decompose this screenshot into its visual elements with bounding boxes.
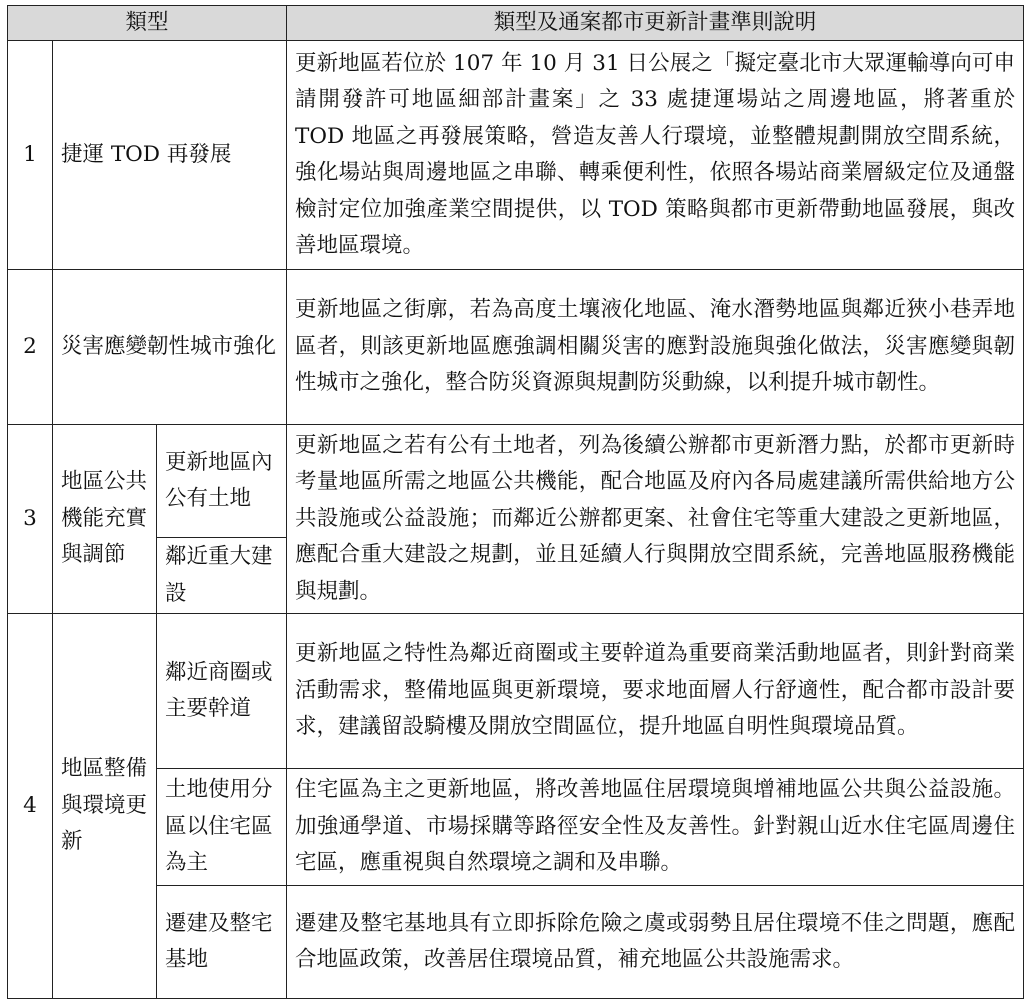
table-header-row xyxy=(8,6,1024,41)
table-subrow xyxy=(8,886,1024,999)
table-subrow xyxy=(8,769,1024,886)
header-description: 類型及通案都市更新計畫準則說明 xyxy=(287,6,1024,41)
type-name: 地區公共機能充實與調節 xyxy=(53,425,157,614)
row-number: 4 xyxy=(8,614,53,999)
guideline-table xyxy=(7,5,1024,999)
type-description: 更新地區之若有公有土地者，列為後續公辦都市更新潛力點，於都市更新時考量地區所需之地區公共機能，配合地區及府內各局處建議所需供給地方公共設施或公益設施；而鄰近公辦都更案、社會住宅等重大建設之更新地區，應配合重大建設之規劃，並且延續人行與開放空間系統，完善地區服務機能與規劃。 xyxy=(287,425,1024,614)
header-type: 類型 xyxy=(8,6,287,41)
subtype-label: 遷建及整宅基地 xyxy=(157,886,287,999)
type-description: 更新地區之街廓，若為高度土壤液化地區、淹水潛勢地區與鄰近狹小巷弄地區者，則該更新地區應強調相關災害的應對設施與強化做法，災害應變與韌性城市之強化，整合防災資源與規劃防災動線，以利提升城市韌性。 xyxy=(287,270,1024,425)
subtype-label: 鄰近商圈或主要幹道 xyxy=(157,614,287,769)
subtype-label: 土地使用分區以住宅區為主 xyxy=(157,769,287,886)
type-description: 更新地區若位於 107 年 10 月 31 日公展之「擬定臺北市大眾運輸導向可申請開發許可地區細部計畫案」之 33 處捷運場站之周邊地區，將著重於 TOD 地區之再發展策略，營造友善人行環境，並整體規劃開放空間系統，強化場站與周邊地區之串聯、轉乘便利性，依照各場站商業層級定位及通盤檢討定位加強產業空間提供，以 TOD 策略與都市更新帶動地區發展，與改善地區環境。 xyxy=(287,41,1024,270)
subtype-description: 住宅區為主之更新地區，將改善地區住居環境與增補地區公共與公益設施。加強通學道、市場採購等路徑安全性及友善性。針對親山近水住宅區周邊住宅區，應重視與自然環境之調和及串聯。 xyxy=(287,769,1024,886)
subtype-label: 鄰近重大建設 xyxy=(157,538,287,614)
row-number: 1 xyxy=(8,41,53,270)
subtype-description: 遷建及整宅基地具有立即拆除危險之虞或弱勢且居住環境不佳之問題，應配合地區政策，改善居住環境品質，補充地區公共設施需求。 xyxy=(287,886,1024,999)
type-name: 災害應變韌性城市強化 xyxy=(53,270,287,425)
table-row xyxy=(8,614,1024,769)
type-name: 捷運 TOD 再發展 xyxy=(53,41,287,270)
subtype-description: 更新地區之特性為鄰近商圈或主要幹道為重要商業活動地區者，則針對商業活動需求，整備地區與更新環境，要求地面層人行舒適性，配合都市設計要求，建議留設騎樓及開放空間區位，提升地區自明性與環境品質。 xyxy=(287,614,1024,769)
table-row xyxy=(8,425,1024,538)
type-name: 地區整備與環境更新 xyxy=(53,614,157,999)
row-number: 3 xyxy=(8,425,53,614)
table-row xyxy=(8,270,1024,425)
table-row xyxy=(8,41,1024,270)
row-number: 2 xyxy=(8,270,53,425)
subtype-label: 更新地區內公有土地 xyxy=(157,425,287,538)
